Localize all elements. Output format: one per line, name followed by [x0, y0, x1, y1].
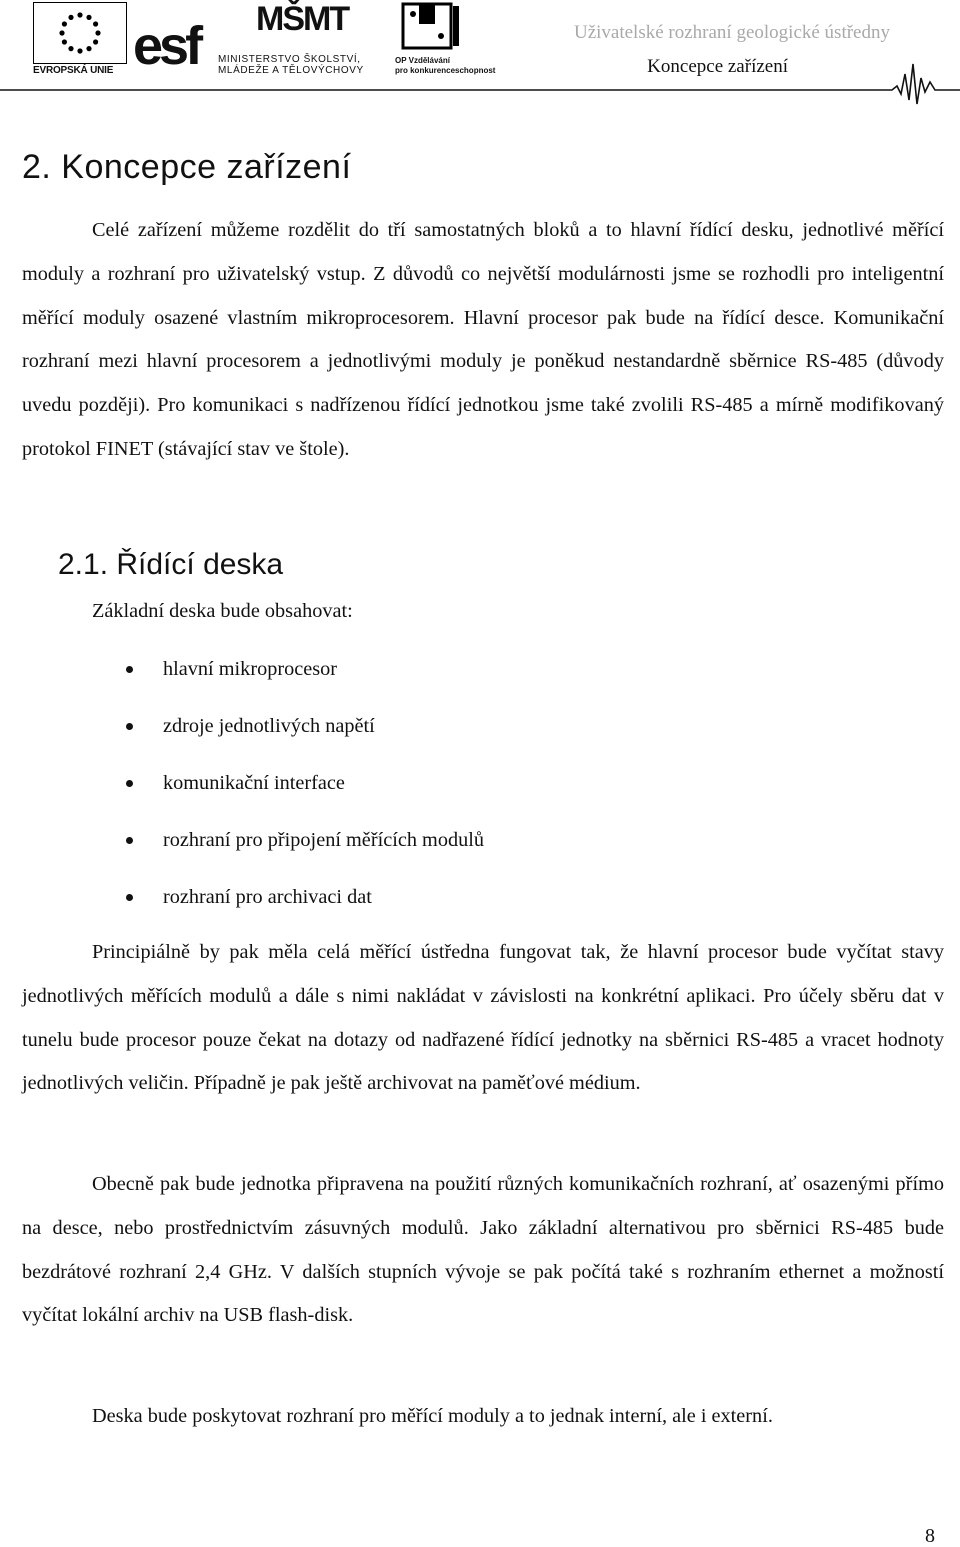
section-heading: 2.1. Řídící deska — [58, 548, 284, 581]
list-item — [126, 818, 484, 875]
eu-caption: EVROPSKÁ UNIE — [33, 65, 114, 76]
list-intro: Základní deska bude obsahovat: — [92, 600, 353, 622]
paragraph-intro: Celé zařízení můžeme rozdělit do tří samostatných bloků a to hlavní řídící desku, jednotlivé měřící moduly a rozhraní pro uživatelský vstup. Z důvodů co největší modulárnosti jsme se rozhodli pro inteligentní měřící moduly osazené vlastním mikroprocesorem. Hlavní procesor pak bude na řídící desce. Komunikační rozhraní mezi hlavní procesorem a jednotlivými moduly je poněkud nestandardně sběrnice RS-485 (důvody uvedu později). Pro komunikaci s nadřízenou řídící jednotkou jsme také zvolili RS-485 a mírně modifikovaný protokol FINET (stávající stav ve štole). — [22, 219, 944, 460]
list-item — [126, 704, 484, 761]
msmt-caption-line2: MLÁDEŽE A TĚLOVÝCHOVY — [218, 65, 364, 76]
paragraph-interfaces: Obecně pak bude jednotka připravena na použití různých komunikačních rozhraní, ať osazenými přímo na desce, nebo prostřednictvím zásuvných modulů. Jako základní alternativou pro sběrnici RS-485 bude bezdrátové rozhraní 2,4 GHz. V dalších stupních vývoje se pak počítá také s rozhraním ethernet a možností vyčítat lokální archiv na USB flash-disk. — [22, 1173, 944, 1327]
bullet-icon — [126, 723, 133, 730]
bullet-icon — [126, 780, 133, 787]
op-caption-line1: OP Vzdělávání — [395, 56, 450, 65]
list-item — [126, 875, 484, 932]
feature-list — [126, 647, 484, 932]
bullet-icon — [126, 837, 133, 844]
paragraph-board: Deska bude poskytovat rozhraní pro měřící moduly a to jednak interní, ale i externí. — [92, 1405, 773, 1427]
op-caption-line2: pro konkurenceschopnost — [395, 66, 496, 75]
list-item — [126, 647, 484, 704]
list-item-text: komunikační interface — [163, 772, 345, 794]
document-subtitle: Koncepce zařízení — [647, 56, 788, 77]
msmt-mark: MŠMT — [256, 0, 349, 38]
waveform-line-icon — [0, 0, 960, 110]
msmt-caption-line1: MINISTERSTVO ŠKOLSTVÍ, — [218, 54, 361, 65]
bullet-icon — [126, 894, 133, 901]
list-item-text: zdroje jednotlivých napětí — [163, 715, 375, 737]
list-item-text: rozhraní pro připojení měřících modulů — [163, 829, 485, 851]
paragraph-principle: Principiálně by pak měla celá měřící ústředna fungovat tak, že hlavní procesor bude vyčítat stavy jednotlivých měřících modulů a dále s nimi nakládat v závislosti na konkrétní aplikaci. Pro účely sběru dat v tunelu bude procesor pouze čekat na dotazy od nadřazené řídící jednotky na sběrnici RS-485 a vracet hodnoty jednotlivých veličin. Případně je pak ještě archivovat na paměťové médium. — [22, 941, 944, 1095]
list-item-text: hlavní mikroprocesor — [163, 658, 338, 680]
document-title: Uživatelské rozhraní geologické ústředny — [573, 22, 890, 43]
chapter-heading: 2. Koncepce zařízení — [22, 148, 352, 186]
esf-logo-text: esf — [133, 16, 200, 76]
bullet-icon — [126, 666, 133, 673]
list-item-text: rozhraní pro archivaci dat — [163, 886, 372, 908]
page-header — [0, 0, 960, 110]
page-number: 8 — [925, 1525, 935, 1547]
list-item — [126, 761, 484, 818]
